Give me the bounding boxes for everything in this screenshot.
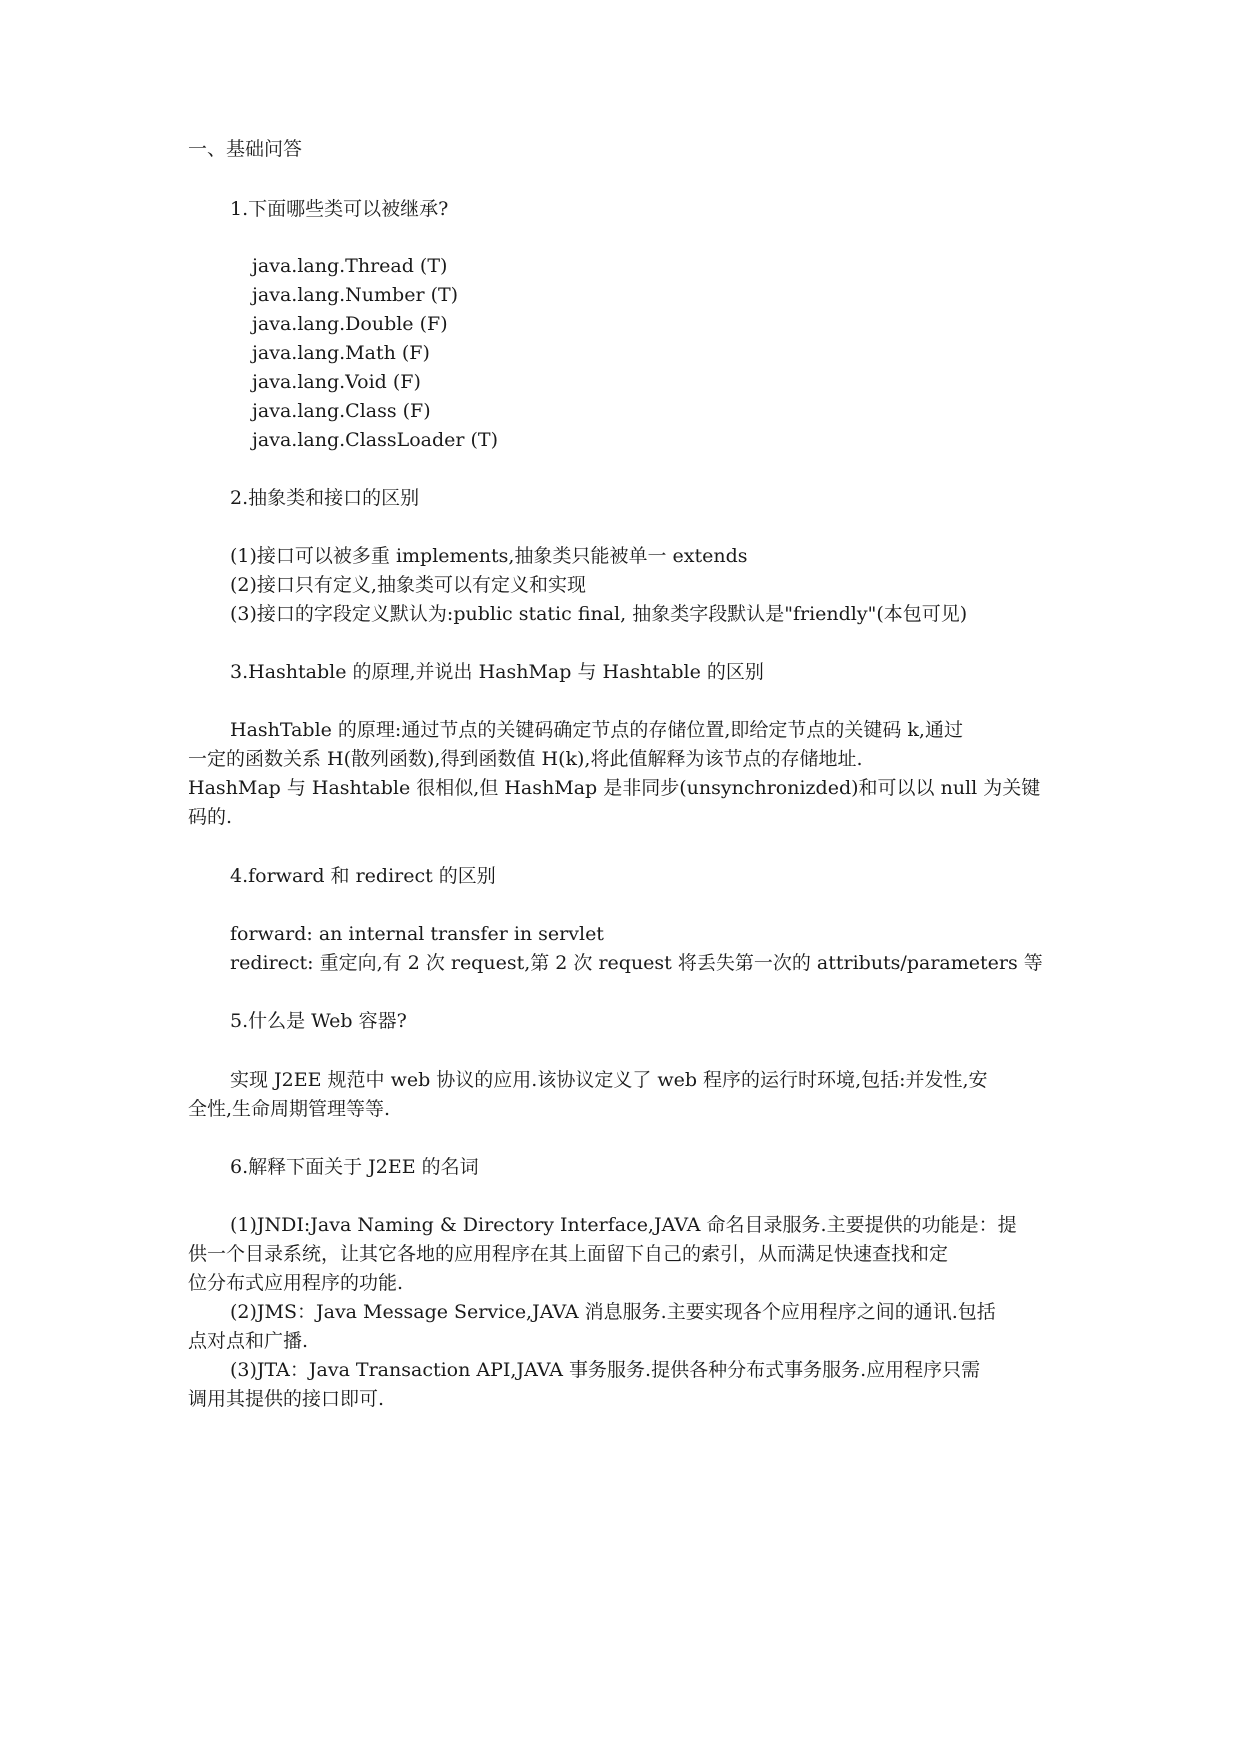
answer-item: (3)接口的字段定义默认为:public static final, 抽象类字段默认是"friendly"(本包可见) bbox=[230, 603, 968, 625]
answer-line: 供一个目录系统，让其它各地的应用程序在其上面留下自己的索引，从而满足快速查找和定 bbox=[188, 1243, 949, 1265]
class-item: java.lang.Math (F) bbox=[252, 342, 430, 364]
section-title: 一、基础问答 bbox=[188, 138, 303, 160]
answer-line: 位分布式应用程序的功能. bbox=[188, 1272, 404, 1294]
question-3-title: 3.Hashtable 的原理,并说出 HashMap 与 Hashtable 的区别 bbox=[230, 661, 764, 683]
question-6-title: 6.解释下面关于 J2EE 的名词 bbox=[230, 1156, 479, 1178]
answer-line: HashTable 的原理:通过节点的关键码确定节点的存储位置,即给定节点的关键码 k,通过 bbox=[230, 719, 963, 741]
answer-line: HashMap 与 Hashtable 很相似,但 HashMap 是非同步(unsynchronizded)和可以以 null 为关键 bbox=[188, 777, 1041, 799]
answer-line: 全性,生命周期管理等等. bbox=[188, 1098, 391, 1120]
class-item: java.lang.ClassLoader (T) bbox=[252, 429, 499, 451]
class-item: java.lang.Double (F) bbox=[252, 313, 448, 335]
class-item: java.lang.Number (T) bbox=[252, 284, 459, 306]
answer-line: forward: an internal transfer in servlet bbox=[230, 923, 604, 945]
question-4-title: 4.forward 和 redirect 的区别 bbox=[230, 865, 496, 887]
question-2-title: 2.抽象类和接口的区别 bbox=[230, 487, 420, 509]
question-5-title: 5.什么是 Web 容器? bbox=[230, 1010, 407, 1032]
question-1-title: 1.下面哪些类可以被继承? bbox=[230, 198, 449, 220]
answer-line: 调用其提供的接口即可. bbox=[188, 1388, 385, 1410]
answer-line: 点对点和广播. bbox=[188, 1330, 309, 1352]
answer-line: 码的. bbox=[188, 806, 233, 828]
answer-line: redirect: 重定向,有 2 次 request,第 2 次 request 将丢失第一次的 attributs/parameters 等 bbox=[230, 952, 1043, 974]
answer-item: (1)接口可以被多重 implements,抽象类只能被单一 extends bbox=[230, 545, 748, 567]
class-item: java.lang.Void (F) bbox=[252, 371, 421, 393]
answer-item: (2)接口只有定义,抽象类可以有定义和实现 bbox=[230, 574, 586, 596]
class-item: java.lang.Class (F) bbox=[252, 400, 431, 422]
answer-line: (3)JTA：Java Transaction API,JAVA 事务服务.提供各种分布式事务服务.应用程序只需 bbox=[230, 1359, 981, 1381]
answer-line: 实现 J2EE 规范中 web 协议的应用.该协议定义了 web 程序的运行时环境,包括:并发性,安 bbox=[230, 1069, 988, 1091]
answer-line: (2)JMS：Java Message Service,JAVA 消息服务.主要实现各个应用程序之间的通讯.包括 bbox=[230, 1301, 996, 1323]
answer-line: (1)JNDI:Java Naming & Directory Interface,JAVA 命名目录服务.主要提供的功能是：提 bbox=[230, 1214, 1017, 1236]
class-item: java.lang.Thread (T) bbox=[252, 255, 448, 277]
answer-line: 一定的函数关系 H(散列函数),得到函数值 H(k),将此值解释为该节点的存储地址. bbox=[188, 748, 863, 770]
